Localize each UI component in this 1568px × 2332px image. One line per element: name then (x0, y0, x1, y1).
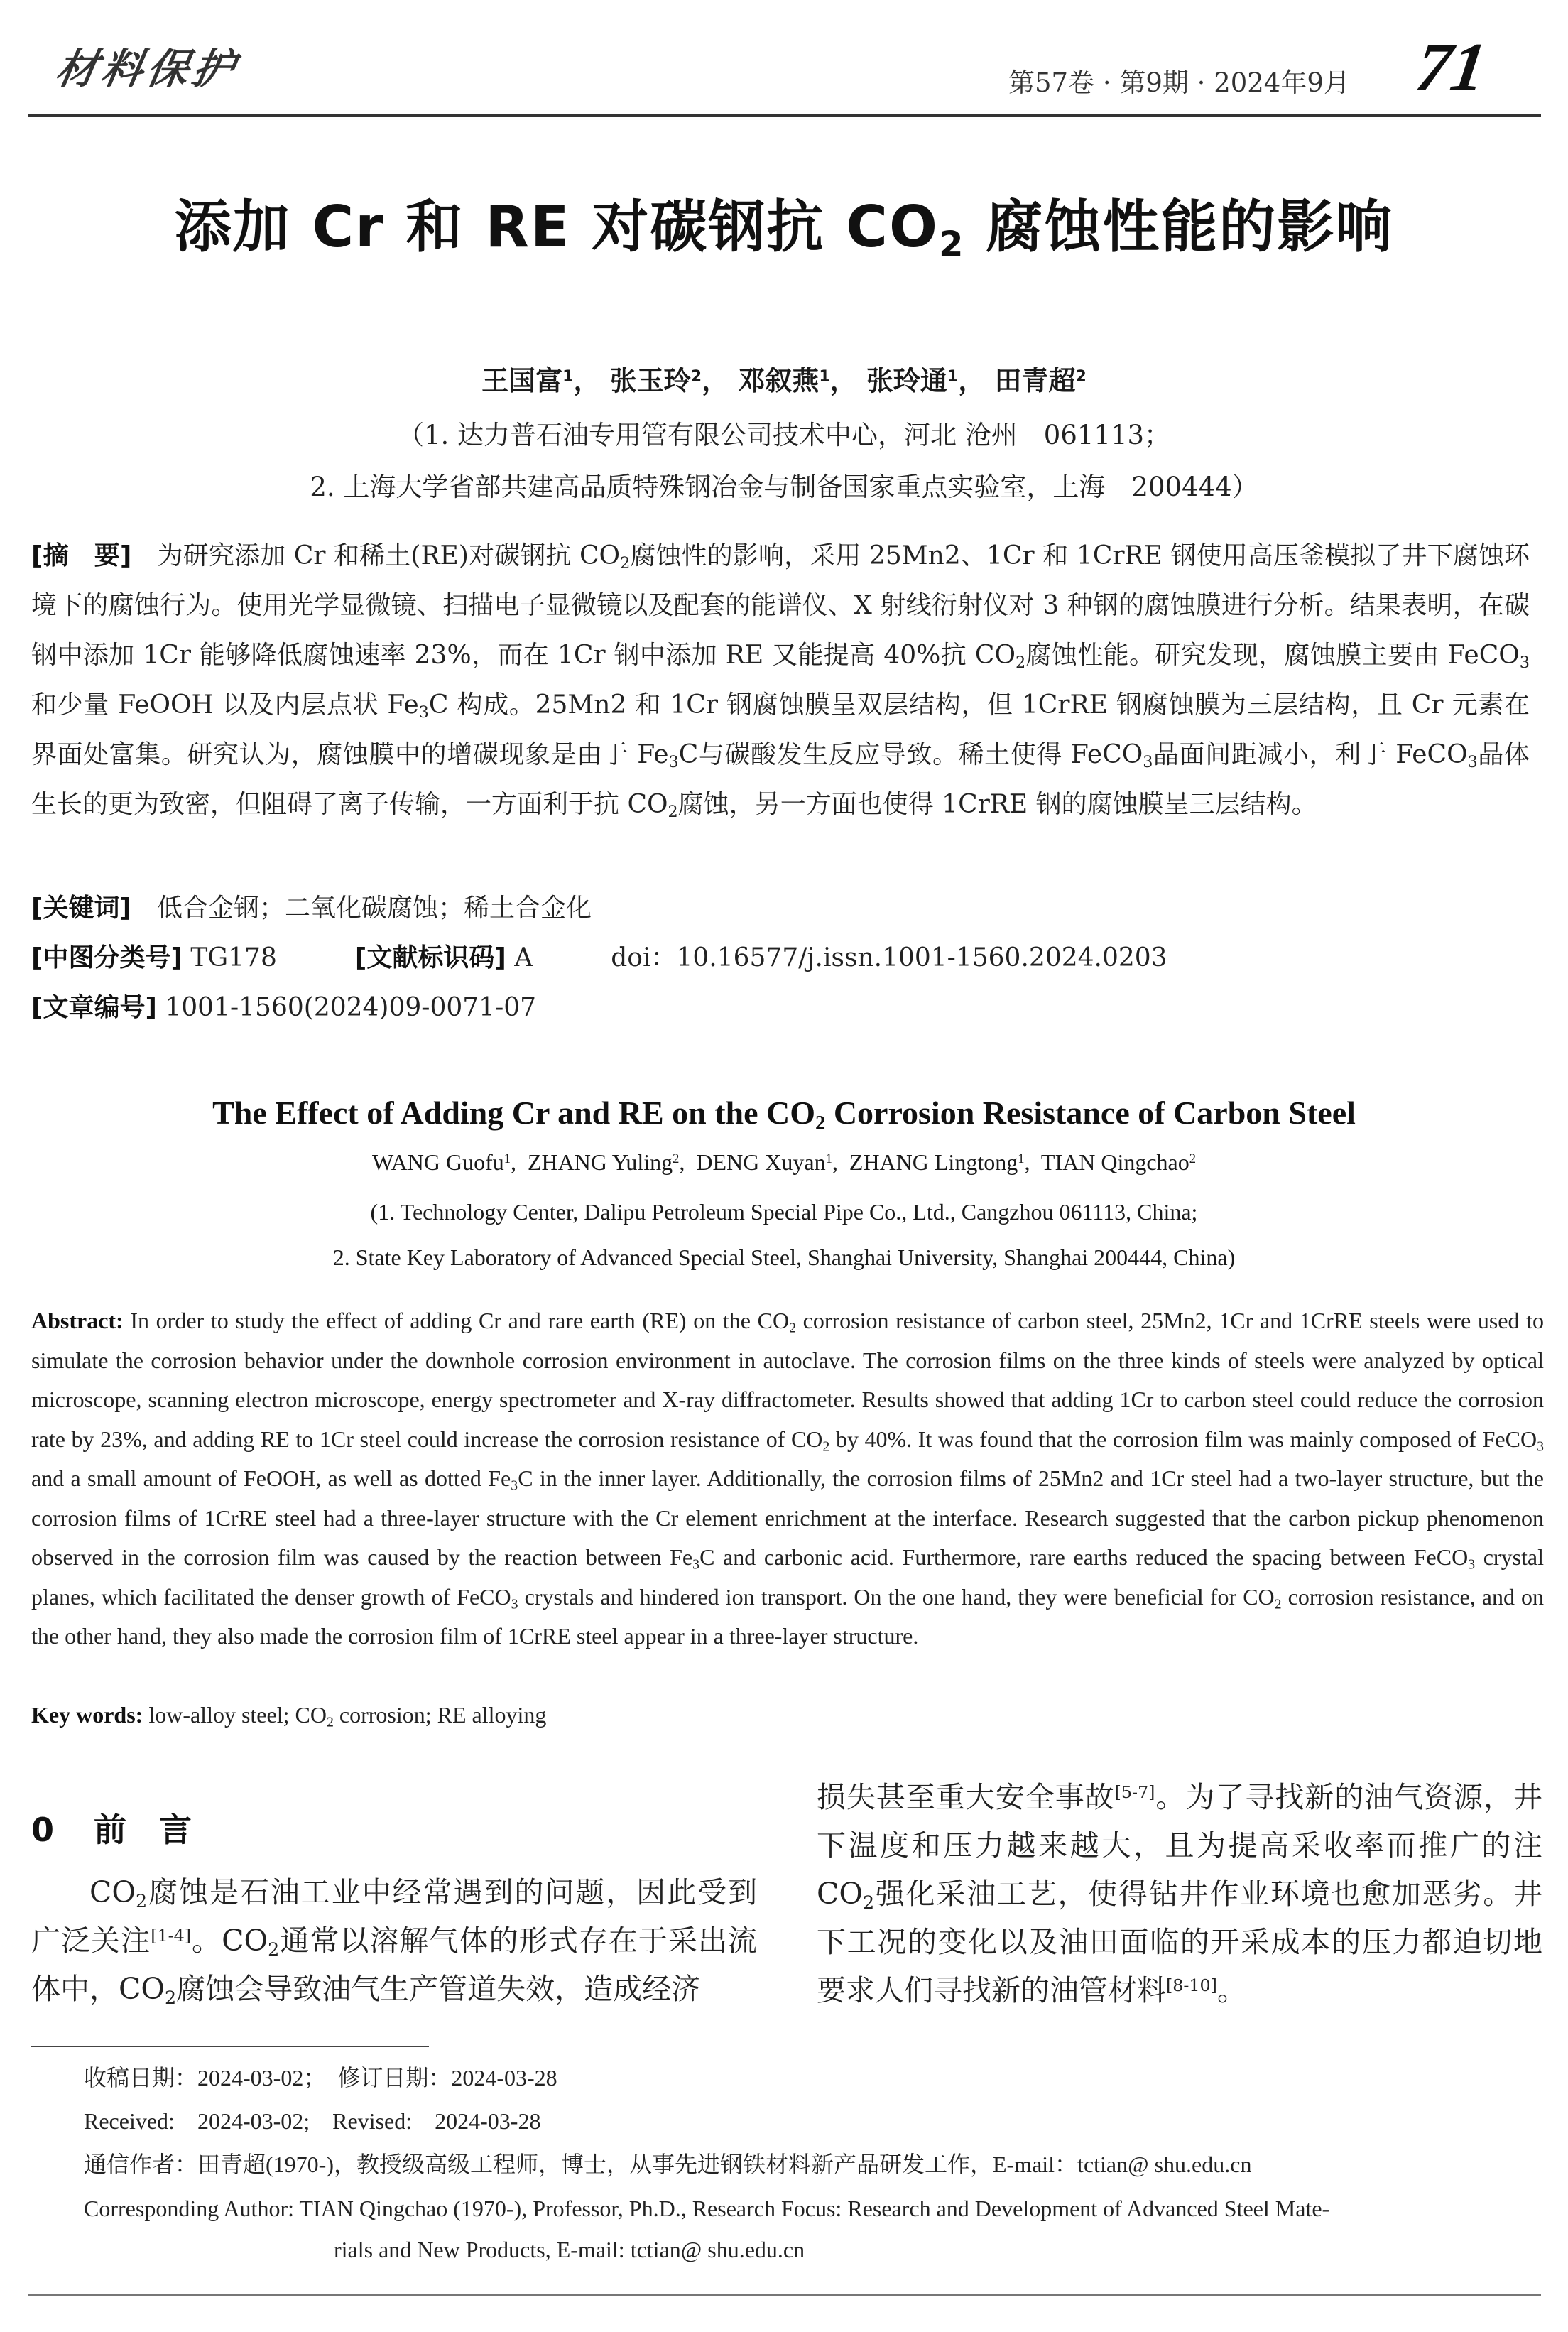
paper-title-en: The Effect of Adding Cr and RE on the $CO_2$ Corrosion Resistance of Carbon Steel (212, 1095, 1356, 1134)
header-divider (28, 114, 1541, 117)
citation: [8-10] (1166, 1975, 1217, 1995)
abstract-cn: [摘 要] 为研究添加 Cr 和稀土(RE)对碳钢抗 $CO_2$腐蚀性的影响，采用 25Mn2、1Cr 和 1CrRE 钢使用高压釜模拟了井下腐蚀环境下的腐蚀行为。使用光学显微镜、扫描电子显微镜以及配套的能谱仪、X 射线衍射仪对 3 种钢的腐蚀膜进行分析。结果表明，在碳钢中添加 1Cr 能够降低腐蚀速率 23%，而在 1Cr 钢中添加 RE 又能提高 40%抗 $CO_2$腐蚀性能。研究发现，腐蚀膜主要由 FeCO$_3$和少量 FeOOH 以及内层点状 $Fe_3C$ 构成。25Mn2 和 1Cr 钢腐蚀膜呈双层结构，但 1CrRE 钢腐蚀膜为三层结构，且 Cr 元素在界面处富集。研究认为，腐蚀膜中的增碳现象是由于 $Fe_3C$与碳酸发生反应导致。稀土使得 FeCO$_3$晶面间距减小，利于 FeCO$_3$晶体生长的更为致密，但阻碍了离子传输，一方面利于抗 $CO_2$腐蚀，另一方面也使得 1CrRE 钢的腐蚀膜呈三层结构。 (31, 541, 1530, 822)
affiliation-cn: （1. 达力普石油专用管有限公司技术中心，河北 沧州 061113； (397, 420, 1171, 450)
author-name: 张玉玲 (609, 365, 691, 396)
footnote-received-en: Received: 2024-03-02; Revised: 2024-03-28 (84, 2108, 541, 2134)
page-number: 71 (1412, 28, 1491, 104)
keywords-label: [关键词] (31, 894, 131, 923)
citation: [1-4] (151, 1925, 192, 1946)
author-name: 张玲通 (866, 365, 947, 396)
author-name: 王国富 (481, 365, 563, 396)
author-name: TIAN Qingchao (1040, 1149, 1189, 1175)
doi: doi：10.16577/j.issn.1001-1560.2024.0203 (611, 943, 1167, 972)
classification-row (31, 933, 1530, 983)
paper-title-cn: 添加 Cr 和 RE 对碳钢抗 $CO_2$ 腐蚀性能的影响 (174, 194, 1394, 265)
footnote-line: Corresponding Author: TIAN Qingchao (1970-), Professor, Ph.D., Research Focus: Research and Development of Advanced Steel Mate- (84, 2196, 1330, 2221)
page-bottom-divider (28, 2294, 1541, 2296)
author-name: 邓叙燕 (738, 365, 820, 396)
section-number: 0 (31, 1811, 55, 1849)
footnote-corresponding-en (84, 2188, 1540, 2270)
footnote-received-cn: 收稿日期：2024-03-02； 修订日期：2024-03-28 (84, 2065, 557, 2090)
author-name: WANG Guofu (371, 1149, 504, 1175)
section-title: 前 言 (94, 1811, 192, 1849)
article-number-label: [文章编号] (31, 993, 157, 1022)
affiliation-cn: 2. 上海大学省部共建高品质特殊钢冶金与制备国家重点实验室，上海 200444） (310, 472, 1258, 502)
keywords-label: Key words: (31, 1702, 143, 1728)
journal-logo: 材料保护 (52, 45, 243, 93)
issue-info: 第57卷 · 第9期 · 2024年9月 (1008, 67, 1350, 98)
footnote-divider (31, 2046, 429, 2047)
article-number-row (31, 983, 1530, 1033)
section-heading (31, 1804, 192, 1851)
doc-code-label: [文献标识码] (354, 943, 506, 972)
author-name: 田青超 (994, 365, 1076, 396)
author-name: DENG Xuyan (696, 1149, 826, 1175)
keywords-cn: [关键词] 低合金钢；二氧化碳腐蚀；稀土合金化 (31, 894, 592, 923)
author-list-cn: 王国富$^1$， 张玉玲$^2$， 邓叙燕$^1$， 张玲通$^1$， 田青超$^2$ (481, 365, 1087, 396)
keywords-en: Key words: low-alloy steel; $CO_2$ corrosion; RE alloying (31, 1702, 547, 1730)
citation: [5-7] (1114, 1781, 1155, 1802)
clc-value: TG178 (190, 943, 277, 972)
affiliation-en: (1. Technology Center, Dalipu Petroleum Special Pipe Co., Ltd., Cangzhou 061113, China; (370, 1199, 1198, 1225)
abstract-label: [摘 要] (31, 541, 132, 570)
affiliation-en: 2. State Key Laboratory of Advanced Special Steel, Shanghai University, Shanghai 200444, China) (332, 1244, 1236, 1270)
clc-label: [中图分类号] (31, 943, 183, 972)
author-name: ZHANG Yuling (528, 1149, 673, 1175)
abstract-en: Abstract: In order to study the effect of adding Cr and rare earth (RE) on the $CO_2$ corrosion resistance of carbon steel, 25Mn2, 1Cr and 1CrRE steels were used to simulate the corrosion behavior under the downhole corrosion environment in autoclave. The corrosion films on the three kinds of steels were analyzed by optical microscope, scanning electron microscope, energy spectrometer and X-ray diffractometer. Results showed that adding 1Cr to carbon steel could reduce the corrosion rate by 23%, and adding RE to 1Cr steel could increase the corrosion resistance of $CO_2$ by 40%. It was found that the corrosion film was mainly composed of FeCO$_3$ and a small amount of FeOOH, as well as dotted $Fe_3C$ in the inner layer. Additionally, the corrosion films of 25Mn2 and 1Cr steel had a two-layer structure, but the corrosion films of 1CrRE steel had a three-layer structure with the Cr element enrichment at the interface. Research suggested that the carbon pickup phenomenon observed in the corrosion film was caused by the reaction between $Fe_3C$ and carbonic acid. Furthermore, rare earths reduced the spacing between FeCO$_3$ crystal planes, which facilitated the denser growth of FeCO$_3$ crystals and hindered ion transport. On the one hand, they were beneficial for $CO_2$ corrosion resistance, and on the other hand, they also made the corrosion film of 1CrRE steel appear in a three-layer structure. (31, 1308, 1545, 1649)
footnote-corresponding-cn: 通信作者：田青超(1970-)，教授级高级工程师，博士，从事先进钢铁材料新产品研发工作，E-mail：tctian@ shu.edu.cn (84, 2152, 1252, 2177)
body-column-left: $CO_2$腐蚀是石油工业中经常遇到的问题，因此受到广泛关注[1-4]。$CO_2$通常以溶解气体的形式存在于采出流体中，$CO_2$腐蚀会导致油气生产管道失效，造成经济 (31, 1875, 758, 2009)
author-list-en: WANG Guofu$^1$, ZHANG Yuling$^2$, DENG Xuyan$^1$, ZHANG Lingtong$^1$, TIAN Qingchao$^2$ (371, 1149, 1197, 1175)
body-column-right: 损失甚至重大安全事故[5-7]。为了寻找新的油气资源，井下温度和压力越来越大，且为提高采收率而推广的注 $CO_2$强化采油工艺，使得钻井作业环境也愈加恶劣。井下工况的变化以及油田面临的开采成本的压力都迫切地要求人们寻找新的油管材料[8-10]。 (817, 1780, 1542, 2007)
footnote-line: rials and New Products, E-mail: tctian@ shu.edu.cn (334, 2237, 805, 2262)
doc-code-value: A (514, 943, 533, 972)
article-number-value: 1001-1560(2024)09-0071-07 (165, 993, 537, 1022)
abstract-label: Abstract: (31, 1308, 124, 1333)
author-name: ZHANG Lingtong (849, 1149, 1018, 1175)
